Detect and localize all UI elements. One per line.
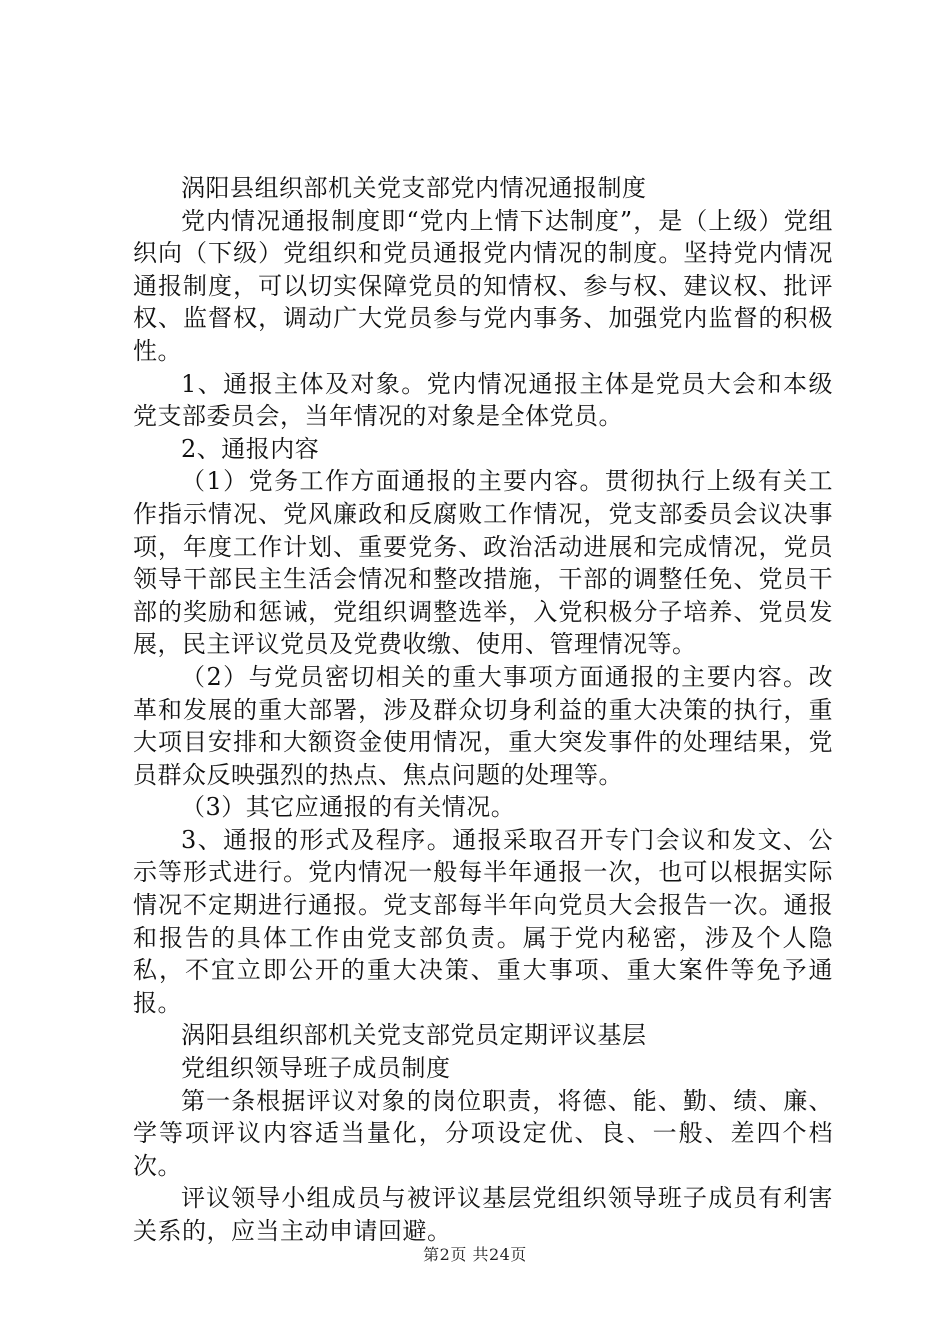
sub-item-3-paragraph: （3）其它应通报的有关情况。	[181, 793, 516, 822]
section-title-report-system: 涡阳县组织部机关党支部党内情况通报制度	[181, 174, 647, 202]
article-1-paragraph: 第一条根据评议对象的岗位职责，将德、能、勤、绩、廉、学等项评议内容适当量化，分项设定优、良、一般、差四个档次。	[133, 1086, 833, 1180]
document-body	[133, 172, 833, 1248]
sub-item-2-paragraph: （2）与党员密切相关的重大事项方面通报的主要内容。改革和发展的重大部署，涉及群众切身利益的重大决策的执行，重大项目安排和大额资金使用情况，重大突发事件的处理结果，党员群众反映强烈的热点、焦点问题的处理等。	[133, 662, 833, 789]
page-number-footer: 第2页 共24页	[423, 1245, 527, 1264]
intro-paragraph: 党内情况通报制度即“党内上情下达制度”，是（上级）党组织向（下级）党组织和党员通报党内情况的制度。坚持党内情况通报制度，可以切实保障党员的知情权、参与权、建议权、批评权、监督权，调动广大党员参与党内事务、加强党内监督的积极性。	[133, 206, 833, 365]
section-title-evaluation-line2: 党组织领导班子成员制度	[181, 1054, 451, 1083]
article-2-paragraph: 评议领导小组成员与被评议基层党组织领导班子成员有利害关系的，应当主动申请回避。	[133, 1184, 833, 1245]
item-1-paragraph: 1、通报主体及对象。党内情况通报主体是党员大会和本级党支部委员会，当年情况的对象是全体党员。	[133, 369, 833, 431]
section-title-evaluation-line1: 涡阳县组织部机关党支部党员定期评议基层	[181, 1021, 647, 1050]
item-3-paragraph: 3、通报的形式及程序。通报采取召开专门会议和发文、公示等形式进行。党内情况一般每半年通报一次，也可以根据实际情况不定期进行通报。党支部每半年向党员大会报告一次。通报和报告的具体工作由党支部负责。属于党内秘密，涉及个人隐私，不宜立即公开的重大决策、重大事项、重大案件等免予通报。	[133, 825, 833, 1017]
item-2-heading: 2、通报内容	[181, 434, 320, 463]
sub-item-1-paragraph: （1）党务工作方面通报的主要内容。贯彻执行上级有关工作指示情况、党风廉政和反腐败工作情况，党支部委员会议决事项，年度工作计划、重要党务、政治活动进展和完成情况，党员领导干部民主生活会情况和整改措施，干部的调整任免、党员干部的奖励和惩诫，党组织调整选举，入党积极分子培养、党员发展，民主评议党员及党费收缴、使用、管理情况等。	[133, 467, 833, 659]
